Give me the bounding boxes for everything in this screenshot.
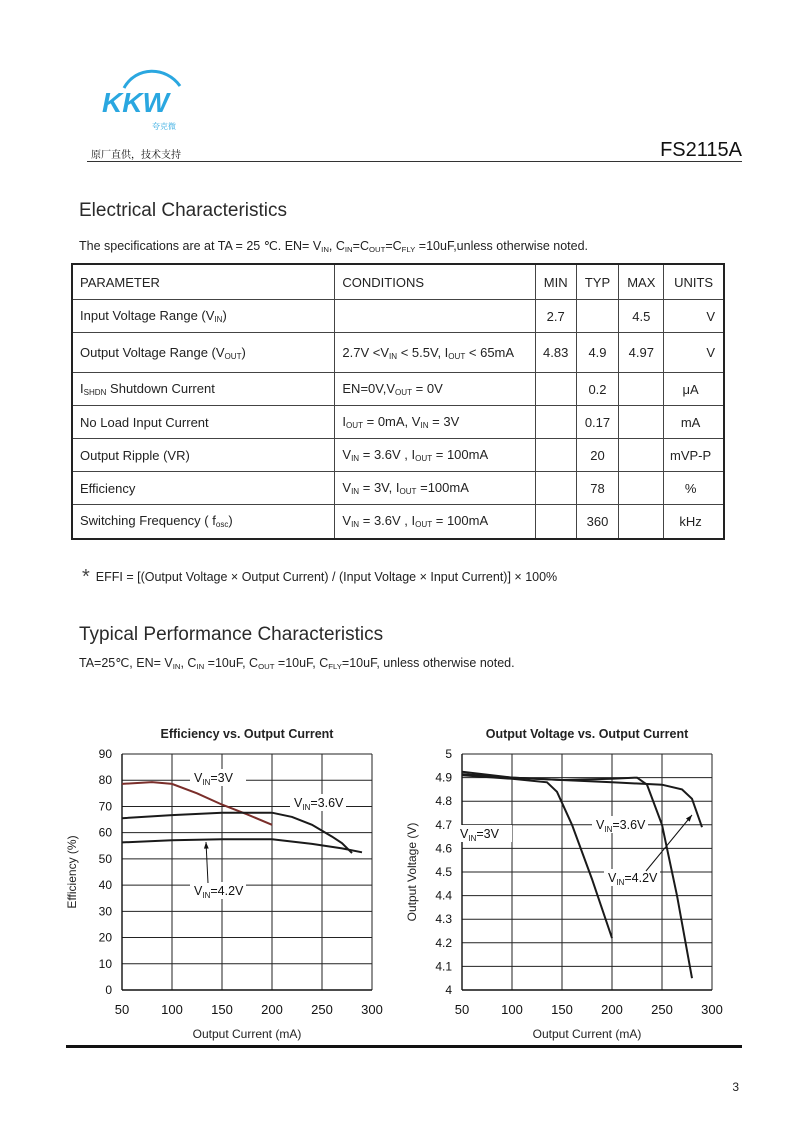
series-label bbox=[194, 884, 244, 900]
page-number: 3 bbox=[732, 1080, 739, 1094]
series-line-vin-4-2v bbox=[122, 839, 362, 852]
cell-units: mVP-P bbox=[664, 439, 724, 472]
typical-title: Typical Performance Characteristics bbox=[79, 624, 384, 645]
cell-conditions: $V_{IN} = 3.6V$ , $I_{OUT} = 100mA$ bbox=[335, 439, 535, 472]
cell-max bbox=[619, 373, 664, 406]
cell-conditions: $2.7V <V_{IN} < 5.5V$, $I_{OUT} < 65mA$ bbox=[335, 333, 535, 373]
table-row bbox=[72, 333, 724, 373]
series-label-main: V bbox=[194, 884, 203, 898]
cell-typ: 360 bbox=[576, 505, 619, 539]
table-row bbox=[72, 439, 724, 472]
x-axis-label: Output Current (mA) bbox=[532, 1027, 642, 1041]
series-label-main: V bbox=[294, 796, 303, 810]
y-tick-label: 0 bbox=[105, 983, 112, 997]
footnote-star: * bbox=[82, 566, 90, 588]
col-units: UNITS bbox=[664, 264, 724, 300]
chart-title: Efficiency vs. Output Current bbox=[160, 727, 334, 741]
series-label-sub: IN bbox=[302, 803, 311, 812]
cell-parameter: Switching Frequency ( $f_{osc}$) bbox=[72, 505, 335, 539]
cell-units: mA bbox=[664, 406, 724, 439]
footnote-text: EFFI = [(Output Voltage × Output Current) / (Input Voltage × Input Current)] × 100% bbox=[95, 570, 558, 584]
y-tick-label: 4.3 bbox=[435, 912, 452, 927]
series-label-rest: =4.2V bbox=[210, 884, 244, 898]
cell-max bbox=[619, 439, 664, 472]
cell-min bbox=[535, 472, 576, 505]
cell-min: 2.7 bbox=[535, 300, 576, 333]
logo-arc bbox=[124, 71, 180, 88]
y-tick-label: 4.2 bbox=[435, 935, 452, 950]
series-label bbox=[608, 871, 658, 887]
cell-conditions bbox=[335, 300, 535, 333]
series-label-main: V bbox=[608, 871, 617, 885]
y-tick-label: 30 bbox=[98, 904, 112, 919]
y-tick-label: 4.5 bbox=[435, 865, 452, 879]
y-tick-label: 5 bbox=[445, 747, 452, 761]
x-tick-label: 50 bbox=[454, 1002, 470, 1017]
col-max: MAX bbox=[619, 264, 664, 300]
cell-typ: 20 bbox=[576, 439, 619, 472]
series-label bbox=[194, 771, 234, 787]
y-tick-label: 4.6 bbox=[435, 841, 452, 856]
cell-conditions: $EN=0V,V_{OUT} = 0V$ bbox=[335, 373, 535, 406]
y-tick-label: 4.4 bbox=[435, 888, 452, 903]
cell-max: 4.5 bbox=[619, 300, 664, 333]
tagline: 原厂直供，技术支持 bbox=[91, 150, 181, 161]
series-label-sub: IN bbox=[202, 891, 211, 900]
cell-conditions: $V_{IN} = 3V$, $I_{OUT} =100mA$ bbox=[335, 472, 535, 505]
series-label-sub: IN bbox=[202, 778, 211, 787]
spec-note-text: The specifications are at TA = 25 ℃. $EN= V_{IN}$, $C_{IN}=C_{OUT}=C_{FLY}$ =10uF,unless otherwise noted. bbox=[79, 239, 588, 254]
table-body bbox=[72, 300, 724, 539]
series-label-main: V bbox=[194, 771, 203, 785]
table-row bbox=[72, 373, 724, 406]
y-tick-label: 4.1 bbox=[435, 959, 452, 974]
cell-typ: 0.2 bbox=[576, 373, 619, 406]
y-tick-label: 90 bbox=[98, 747, 112, 761]
y-tick-label: 4.9 bbox=[435, 770, 452, 785]
x-tick-label: 200 bbox=[261, 1002, 283, 1017]
label-arrowhead bbox=[204, 842, 209, 849]
cell-units: % bbox=[664, 472, 724, 505]
y-tick-label: 60 bbox=[98, 825, 112, 840]
cell-max: 4.97 bbox=[619, 333, 664, 373]
typical-conditions bbox=[79, 655, 515, 671]
y-tick-label: 4.7 bbox=[435, 817, 452, 832]
y-tick-label: 20 bbox=[98, 930, 112, 945]
cell-parameter: Output Voltage Range $(V_{OUT})$ bbox=[72, 333, 335, 373]
col-parameter: PARAMETER bbox=[72, 264, 335, 300]
x-tick-label: 100 bbox=[501, 1002, 523, 1017]
series-label-rest: =4.2V bbox=[624, 871, 658, 885]
table-header-row bbox=[72, 264, 724, 300]
series-label-main: V bbox=[460, 827, 469, 841]
x-tick-label: 100 bbox=[161, 1002, 183, 1017]
x-tick-label: 200 bbox=[601, 1002, 623, 1017]
table-row bbox=[72, 505, 724, 539]
cell-typ: 4.9 bbox=[576, 333, 619, 373]
cell-parameter: Efficiency bbox=[72, 472, 335, 505]
series-label bbox=[460, 827, 500, 843]
typical-conditions-text: TA=25℃, $EN= V_{IN}$, $C_{IN} =10uF$, $C_{OUT} =10uF$, $C_{FLY}=10uF$, unless otherwise noted. bbox=[79, 656, 515, 671]
series-label-rest: =3V bbox=[476, 827, 499, 841]
cell-max bbox=[619, 505, 664, 539]
cell-max bbox=[619, 406, 664, 439]
col-typ: TYP bbox=[576, 264, 619, 300]
cell-parameter: Input Voltage Range $(V_{IN})$ bbox=[72, 300, 335, 333]
series-label-rest: =3.6V bbox=[612, 818, 646, 832]
cell-units: μA bbox=[664, 373, 724, 406]
cell-typ bbox=[576, 300, 619, 333]
electrical-table bbox=[71, 263, 725, 540]
cell-units: V bbox=[664, 333, 724, 373]
y-tick-label: 80 bbox=[98, 773, 112, 788]
cell-parameter: No Load Input Current bbox=[72, 406, 335, 439]
series-label-sub: IN bbox=[468, 834, 477, 843]
electrical-spec-note bbox=[79, 238, 588, 254]
cell-units: kHz bbox=[664, 505, 724, 539]
cell-min: 4.83 bbox=[535, 333, 576, 373]
col-min: MIN bbox=[535, 264, 576, 300]
series-line-vin-3v bbox=[462, 775, 612, 938]
col-conditions: CONDITIONS bbox=[335, 264, 535, 300]
cell-parameter: Output Ripple (VR) bbox=[72, 439, 335, 472]
output-voltage-chart bbox=[400, 720, 730, 1045]
cell-typ: 78 bbox=[576, 472, 619, 505]
series-label-rest: =3.6V bbox=[310, 796, 344, 810]
x-tick-label: 50 bbox=[114, 1002, 130, 1017]
table-row bbox=[72, 300, 724, 333]
y-tick-label: 10 bbox=[98, 956, 112, 971]
kkw-logo bbox=[96, 66, 206, 146]
table-row bbox=[72, 472, 724, 505]
series-label-rest: =3V bbox=[210, 771, 233, 785]
x-tick-label: 150 bbox=[551, 1002, 573, 1017]
chart-title: Output Voltage vs. Output Current bbox=[485, 727, 689, 741]
series-label-main: V bbox=[596, 818, 605, 832]
efficiency-footnote bbox=[82, 566, 557, 589]
series-label bbox=[294, 796, 344, 812]
x-axis-label: Output Current (mA) bbox=[192, 1027, 302, 1041]
series-label-sub: IN bbox=[616, 878, 625, 887]
y-axis-label: Efficiency (%) bbox=[65, 835, 79, 909]
electrical-title: Electrical Characteristics bbox=[79, 200, 287, 221]
efficiency-chart bbox=[60, 720, 390, 1045]
cell-min bbox=[535, 406, 576, 439]
cell-conditions: $I_{OUT} = 0mA$, $V_{IN} = 3V$ bbox=[335, 406, 535, 439]
y-tick-label: 50 bbox=[98, 851, 112, 866]
table-row bbox=[72, 406, 724, 439]
logo-subtext: 夸克微 bbox=[152, 122, 176, 131]
cell-min bbox=[535, 439, 576, 472]
x-tick-label: 300 bbox=[701, 1002, 723, 1017]
cell-typ: 0.17 bbox=[576, 406, 619, 439]
series-label-sub: IN bbox=[604, 825, 613, 834]
cell-min bbox=[535, 505, 576, 539]
y-tick-label: 40 bbox=[98, 878, 112, 893]
y-tick-label: 4.8 bbox=[435, 794, 452, 809]
logo-text: KKW bbox=[102, 87, 169, 118]
series-line-vin-3-6v bbox=[462, 774, 702, 827]
y-tick-label: 70 bbox=[98, 799, 112, 814]
series-line-vin-3v bbox=[122, 782, 272, 825]
part-number: FS2115A bbox=[660, 139, 742, 161]
cell-units: V bbox=[664, 300, 724, 333]
cell-conditions: $V_{IN} = 3.6V$ , $I_{OUT} = 100mA$ bbox=[335, 505, 535, 539]
cell-parameter: $I_{SHDN}$ Shutdown Current bbox=[72, 373, 335, 406]
y-axis-label: Output Voltage (V) bbox=[405, 822, 419, 922]
series-label bbox=[596, 818, 646, 834]
cell-min bbox=[535, 373, 576, 406]
header-divider bbox=[87, 161, 742, 162]
cell-max bbox=[619, 472, 664, 505]
footer-divider bbox=[66, 1045, 742, 1048]
x-tick-label: 300 bbox=[361, 1002, 383, 1017]
x-tick-label: 150 bbox=[211, 1002, 233, 1017]
x-tick-label: 250 bbox=[651, 1002, 673, 1017]
x-tick-label: 250 bbox=[311, 1002, 333, 1017]
y-tick-label: 4 bbox=[445, 983, 452, 997]
